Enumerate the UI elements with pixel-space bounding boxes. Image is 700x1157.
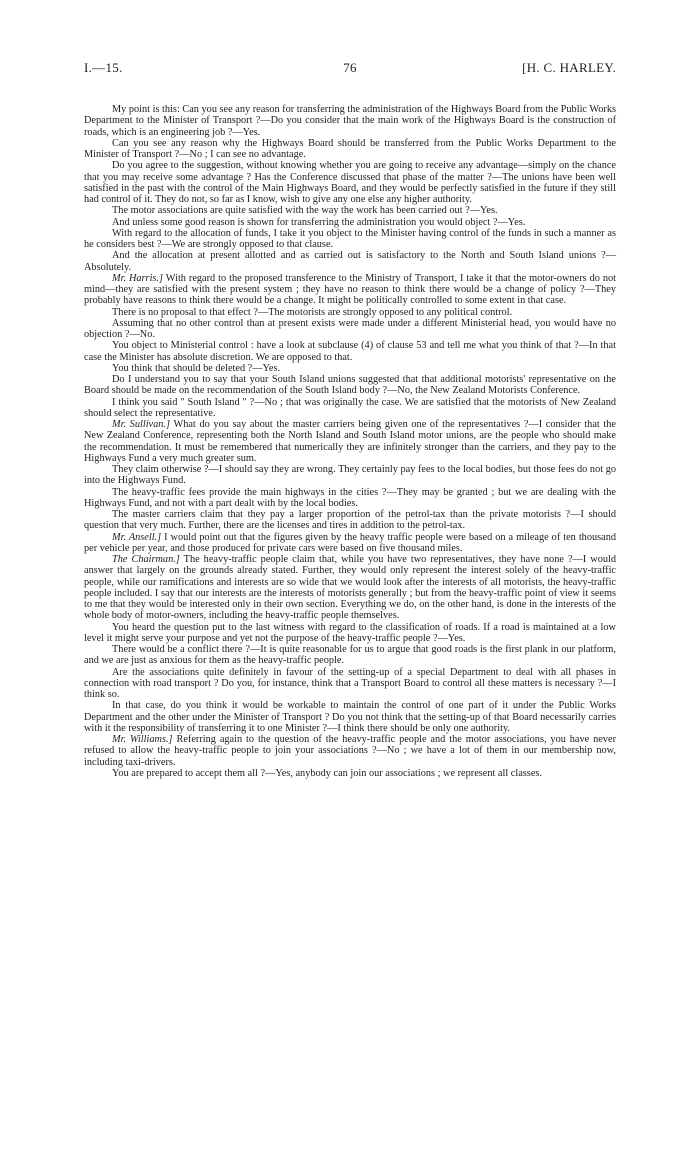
- transcript-paragraph: [84, 532, 616, 555]
- transcript-paragraph: [84, 307, 616, 318]
- paragraph-text: Are the associations quite definitely in favour of the setting-up of a special Department to deal with all phases in connection with road transport ? Do you, for instance, think that a Transport Board to control all these matters is necessary ?—I think so.: [84, 666, 616, 700]
- page-header: [84, 60, 616, 78]
- speaker-label: Mr. Sullivan.]: [112, 419, 171, 430]
- paragraph-text: You are prepared to accept them all ?—Yes, anybody can join our associations ; we represent all classes.: [112, 767, 542, 779]
- transcript-paragraph: [84, 622, 616, 645]
- paragraph-text: With regard to the allocation of funds, I take it you object to the Minister having control of the funds in such a manner as he considers best ?—We are strongly opposed to that clause.: [84, 227, 616, 250]
- paragraph-text: Do you agree to the suggestion, without knowing whether you are going to receive any advantage—simply on the chance that you may receive some advantage ? Has the Conference discussed that phase of the matter ?—The unions have been well satisfied in the past with the control of the Main Highways Board, and they would be perfectly satisfied in the future if they still had control of it. They do not, so far as I know, wish to give any one else any higher authority.: [84, 160, 616, 205]
- transcript-paragraph: [84, 340, 616, 363]
- paragraph-text: My point is this: Can you see any reason for transferring the administration of the Highways Board from the Public Works Department to the Minister of Transport ?—Do you consider that the main work of the Highways Board is the construction of roads, which is an engineering job ?—Yes.: [84, 104, 617, 138]
- speaker-label: Mr. Harris.]: [112, 272, 164, 284]
- transcript-paragraph: [84, 464, 616, 487]
- transcript-paragraph: [84, 487, 616, 510]
- transcript-paragraph: [84, 205, 616, 216]
- transcript-body: [84, 104, 616, 779]
- speaker-label: The Chairman.]: [112, 554, 180, 565]
- paragraph-text: I think you said " South Island " ?—No ; that was originally the case. We are satisfied that the motorists of New Zealand should select the representative.: [84, 396, 616, 419]
- paragraph-text: Referring again to the question of the heavy-traffic people and the motor associations, you have never refused to allow the heavy-traffic people to join your associations ?—No ; we have a lot of them in our membership now, including taxi-drivers.: [84, 734, 616, 768]
- transcript-paragraph: [84, 273, 616, 307]
- transcript-paragraph: [84, 509, 616, 532]
- transcript-paragraph: [84, 160, 616, 205]
- paragraph-text: I would point out that the figures given by the heavy traffic people were based on a mileage of ten thousand per vehicle per year, and those produced for private cars were based on five thousand miles.: [84, 531, 616, 554]
- paragraph-text: You think that should be deleted ?—Yes.: [112, 362, 281, 374]
- transcript-paragraph: [84, 138, 616, 161]
- transcript-paragraph: [84, 700, 616, 734]
- document-reference: I.—15.: [84, 60, 123, 75]
- paragraph-text: The motor associations are quite satisfied with the way the work has been carried out ?—Yes.: [112, 205, 498, 217]
- paragraph-text: Can you see any reason why the Highways Board should be transferred from the Public Works Department to the Minister of Transport ?—No ; I can see no advantage.: [84, 137, 616, 160]
- paragraph-text: And unless some good reason is shown for transferring the administration you would object ?—Yes.: [112, 216, 526, 228]
- transcript-paragraph: [84, 104, 616, 138]
- transcript-paragraph: [84, 217, 616, 228]
- transcript-paragraph: [84, 768, 616, 779]
- paragraph-text: In that case, do you think it would be workable to maintain the control of one part of it under the Public Works Department and the other under the Minister of Transport ? Do you not think that the setting-up of that Board necessarily carries with it the responsibility of transferring it to one Minister ?—I think there should be only one authority.: [84, 700, 616, 734]
- witness-name: [H. C. HARLEY.: [522, 60, 616, 75]
- paragraph-text: You object to Ministerial control : have a look at subclause (4) of clause 53 and tell me what you think of that ?—In that case the Minister has absolute discretion. We are opposed to that.: [84, 340, 616, 363]
- speaker-label: Mr. Ansell.]: [112, 531, 162, 543]
- transcript-paragraph: [84, 397, 616, 420]
- paragraph-text: The master carriers claim that they pay a larger proportion of the petrol-tax than the private motorists ?—I should question that very much. Further, there are the licenses and tires in addition to the petrol-tax.: [84, 509, 616, 532]
- transcript-paragraph: [84, 363, 616, 374]
- paragraph-text: Assuming that no other control than at present exists were made under a different Ministerial head, you would have no objection ?—No.: [84, 317, 616, 340]
- paragraph-text: The heavy-traffic fees provide the main highways in the cities ?—They may be granted ; but we are dealing with the Highways Fund, and not with a part dealt with by the local bodies.: [84, 486, 616, 509]
- page-number: 76: [343, 60, 357, 75]
- transcript-paragraph: [84, 228, 616, 251]
- transcript-paragraph: [84, 667, 616, 701]
- transcript-paragraph: [84, 644, 616, 667]
- paragraph-text: They claim otherwise ?—I should say they are wrong. They certainly pay fees to the local bodies, but those fees do not go into the Highways Fund.: [84, 464, 616, 487]
- transcript-paragraph: [84, 554, 616, 622]
- transcript-paragraph: [84, 419, 616, 464]
- paragraph-text: With regard to the proposed transference to the Ministry of Transport, I take it that the motor-owners do not mind—they are satisfied with the present system ; they have no reason to think there would be a change of policy ?—They probably have reasons to think there would be a change. It might be politically controlled to some extent in that case.: [84, 272, 616, 307]
- paragraph-text: Do I understand you to say that your South Island unions suggested that that additional motorists' representative on the Board should be made on the recommendation of the South Island body ?—No, the New Zealand Motorists Conference.: [84, 374, 616, 397]
- paragraph-text: What do you say about the master carriers being given one of the representatives ?—I consider that the New Zealand Conference, representing both the North Island and South Island motor unions, are the people who should make the recommendation. It must be remembered that numerically they are infinitely stronger than the carriers, and they pay to the Highways Fund a very much greater sum.: [84, 419, 617, 464]
- transcript-paragraph: [84, 318, 616, 341]
- paragraph-text: You heard the question put to the last witness with regard to the classification of roads. If a road is maintained at a low level it might serve your purpose and yet not the purpose of the heavy-traffic people ?—Yes.: [84, 621, 616, 644]
- transcript-paragraph: [84, 374, 616, 397]
- paragraph-text: The heavy-traffic people claim that, while you have two representatives, they have none ?—I would answer that largely on the grounds already stated. Further, they would only represent the interest solely of the heavy-traffic people, while our ramifications and interests are so wide that we would look after the interests of all motorists, the heavy-traffic people included. I say that our interests are the interests of motorists generally ; but from the heavy-traffic point of view it seems to me that they would be interested only in their own section. Everything we do, on the other hand, is done in the interests of the whole body of motor-owners, including the heavy-traffic people themselves.: [84, 554, 616, 622]
- transcript-paragraph: [84, 250, 616, 273]
- speaker-label: Mr. Williams.]: [112, 734, 173, 745]
- paragraph-text: And the allocation at present allotted and as carried out is satisfactory to the North and South Island unions ?—Absolutely.: [84, 250, 616, 273]
- transcript-paragraph: [84, 734, 616, 768]
- paragraph-text: There would be a conflict there ?—It is quite reasonable for us to argue that good roads is the first plank in our platform, and we are just as anxious for them as the heavy-traffic people.: [84, 644, 616, 667]
- paragraph-text: There is no proposal to that effect ?—The motorists are strongly opposed to any political control.: [112, 306, 513, 318]
